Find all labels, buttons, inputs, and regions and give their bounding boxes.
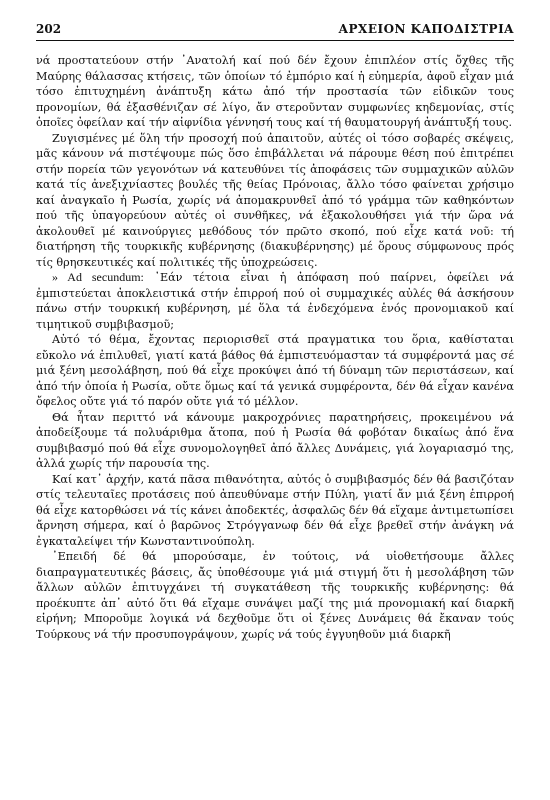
paragraph-text: ᾿Επειδή δέ θά μπορούσαμε, ἐν τούτοις, νά υἱοθετήσουμε ἄλλες διαπραγματευτικές βάσεις, ἄς ὑποθέσουμε γιά μιά στιγμή ὅτι ἡ μεσολάβηση τῶν ἄλλων αὐλῶν ἐπιτυγχάνει τή συγκατάθεση τῆς τουρκικῆς κυβέρνησης: θά προέκυπτε ἀπ᾿ αὐτό ὅτι θά εἴχαμε συνάψει μαζί της μιά προνομιακή καί διαρκῆ εἰρήνη; Μποροῦμε λογικά νά δεχθοῦμε ὅτι οἱ ξένες Δυνάμεις θά ἔκαναν τούς Τούρκους νά τήν προσυπογράψουν, χωρίς νά τούς ἐγγυηθοῦν μιά διαρκῆ [36, 550, 514, 641]
document-page [36, 22, 514, 642]
paragraph [36, 549, 514, 642]
paragraph-lead: » Ad secundum: [52, 270, 144, 284]
paragraph [36, 410, 514, 472]
paragraph-text: νά προστατεύουν στήν ᾿Ανατολή καί πού δέν ἔχουν ἐπιπλέον στίς ὄχθες τῆς Μαύρης θάλασσας κτήσεις, τῶν ὁποίων τό ἐμπόριο καί ἡ εὐημερία, ἀφοῦ εἶχαν μιά τόσο ἐπιτυχημένη ἀνάπτυξη κάτω ἀπό τήν προστασία τῶν εἰδικῶν τους προνομίων, θά ἐξασθένιζαν σέ λίγο, ἄν στεροῦνταν συμφωνίες κηδεμονίας, στίς ὁποῖες ὀφείλαν καί τήν αἰφνίδια γέννησή τους καί τή θαυματουργή ἀνάπτυξή τους. [36, 54, 514, 129]
paragraph [36, 53, 514, 131]
running-title: ΑΡΧΕΙΟΝ ΚΑΠΟΔΙΣΤΡΙΑ [338, 22, 514, 36]
paragraph-text: Αὐτό τό θέμα, ἔχοντας περιορισθεῖ στά πραγματικα του ὅρια, καθίσταται εὔκολο νά ἐπιλυθεῖ, γιατί κατά βάθος θά ἐμπιστευόμασταν τά συμφέροντά μας σέ μιά ξένη μεσολάβηση, πού θά εἶχε προκύψει ἀπό τή δύναμη τῶν περιστάσεων, καί ἀπό τήν ὁποία ἡ Ρωσία, οὔτε ὅμως καί τά γενικά συμφέροντα, δέν θά εἶχαν κανένα ὄφελος οὔτε γιά τό παρόν οὔτε γιά τό μέλλον. [36, 333, 514, 408]
paragraph-text: Θά ἦταν περιττό νά κάνουμε μακροχρόνιες παρατηρήσεις, προκειμένου νά ἀποδείξουμε τά πολυάριθμα ἄτοπα, πού ἡ Ρωσία θά φοβόταν δικαίως ἀπό ἕνα συμβιβασμό πού θά εἶχε συνομολογηθεῖ ἀπό ἄλλες Δυνάμεις, γιά λογαριασμό της, ἀλλά χωρίς τήν παρουσία της. [36, 410, 514, 470]
paragraph-text: Καί κατ᾿ ἀρχήν, κατά πᾶσα πιθανότητα, αὐτός ὁ συμβιβασμός δέν θά βασιζόταν στίς τελευταῖες προτάσεις πού ἀπευθύναμε στήν Πύλη, γιατί ἄν μιά ξένη ἐπιρροή θά εἶχε κατορθώσει νά τίς κάνει ἀποδεκτές, ἀσφαλῶς δέν θά εἴχαμε ἀντιμετωπίσει ἄρνηση σήμερα, καί ὁ βαρῶνος Στρόγγανωφ δέν θά εἶχε βρεθεῖ στήν ἀνάγκη νά ἐγκαταλείψει τήν Κωνσταντινούπολη. [36, 472, 514, 548]
paragraph [36, 131, 514, 271]
paragraph-text: Ζυγισμένες μέ ὅλη τήν προσοχή πού ἀπαιτοῦν, αὐτές οἱ τόσο σοβαρές σκέψεις, μᾶς κάνουν νά πιστέψουμε πώς ὅσο ἐπιβάλλεται νά πάρουμε θέση πού ἐπιτρέπει στήν πορεία τῶν γεγονότων νά κατευθύνει τίς ἀποφάσεις τῶν συμμαχικῶν αὐλῶν κατά τίς ἀνεξιχνίαστες βουλές τῆς θείας Πρόνοιας, ἄλλο τόσο φαίνεται χρήσιμο καί ἀναγκαῖο ἡ Ρωσία, χωρίς νά ἀπομακρυνθεῖ ἀπό τό γράμμα τῶν καθηκόντων πού τῆς ὑπαγορεύουν αὐτές οἱ συνθῆκες, νά ἐξακολουθήσει γιά τήν ὥρα νά ἀκολουθεῖ μέ καινούργιες μεθόδους τόν πρῶτο σκοπό, πού εἶχε κατά νοῦ: τή διατήρηση τῆς τουρκικῆς κυβέρνησης (διακυβέρνησης) μέ ὅρους σύμφωνους πρός τίς θρησκευτικές καί πολιτικές τῆς ὑποχρεώσεις. [36, 131, 514, 269]
paragraph [36, 270, 514, 332]
paragraph [36, 332, 514, 410]
header-rule [36, 40, 514, 41]
paragraph-text: ᾿Εάν τέτοια εἶναι ἡ ἀπόφαση πού παίρνει, ὀφείλει νά ἐμπιστεύεται ἀποκλειστικά στήν ἐπιρροή πού οἱ συμμαχικές αὐλές θά ἀσκήσουν πάνω στήν τουρκική κυβέρνηση, μέ ὅλα τά ἐνδεχόμενα ἑνός προνομιακοῦ καί τιμητικοῦ συμβιβασμοῦ; [36, 271, 514, 331]
page-number: 202 [36, 22, 62, 36]
paragraph [36, 472, 514, 550]
page-header [36, 22, 514, 38]
body-text [36, 53, 514, 642]
